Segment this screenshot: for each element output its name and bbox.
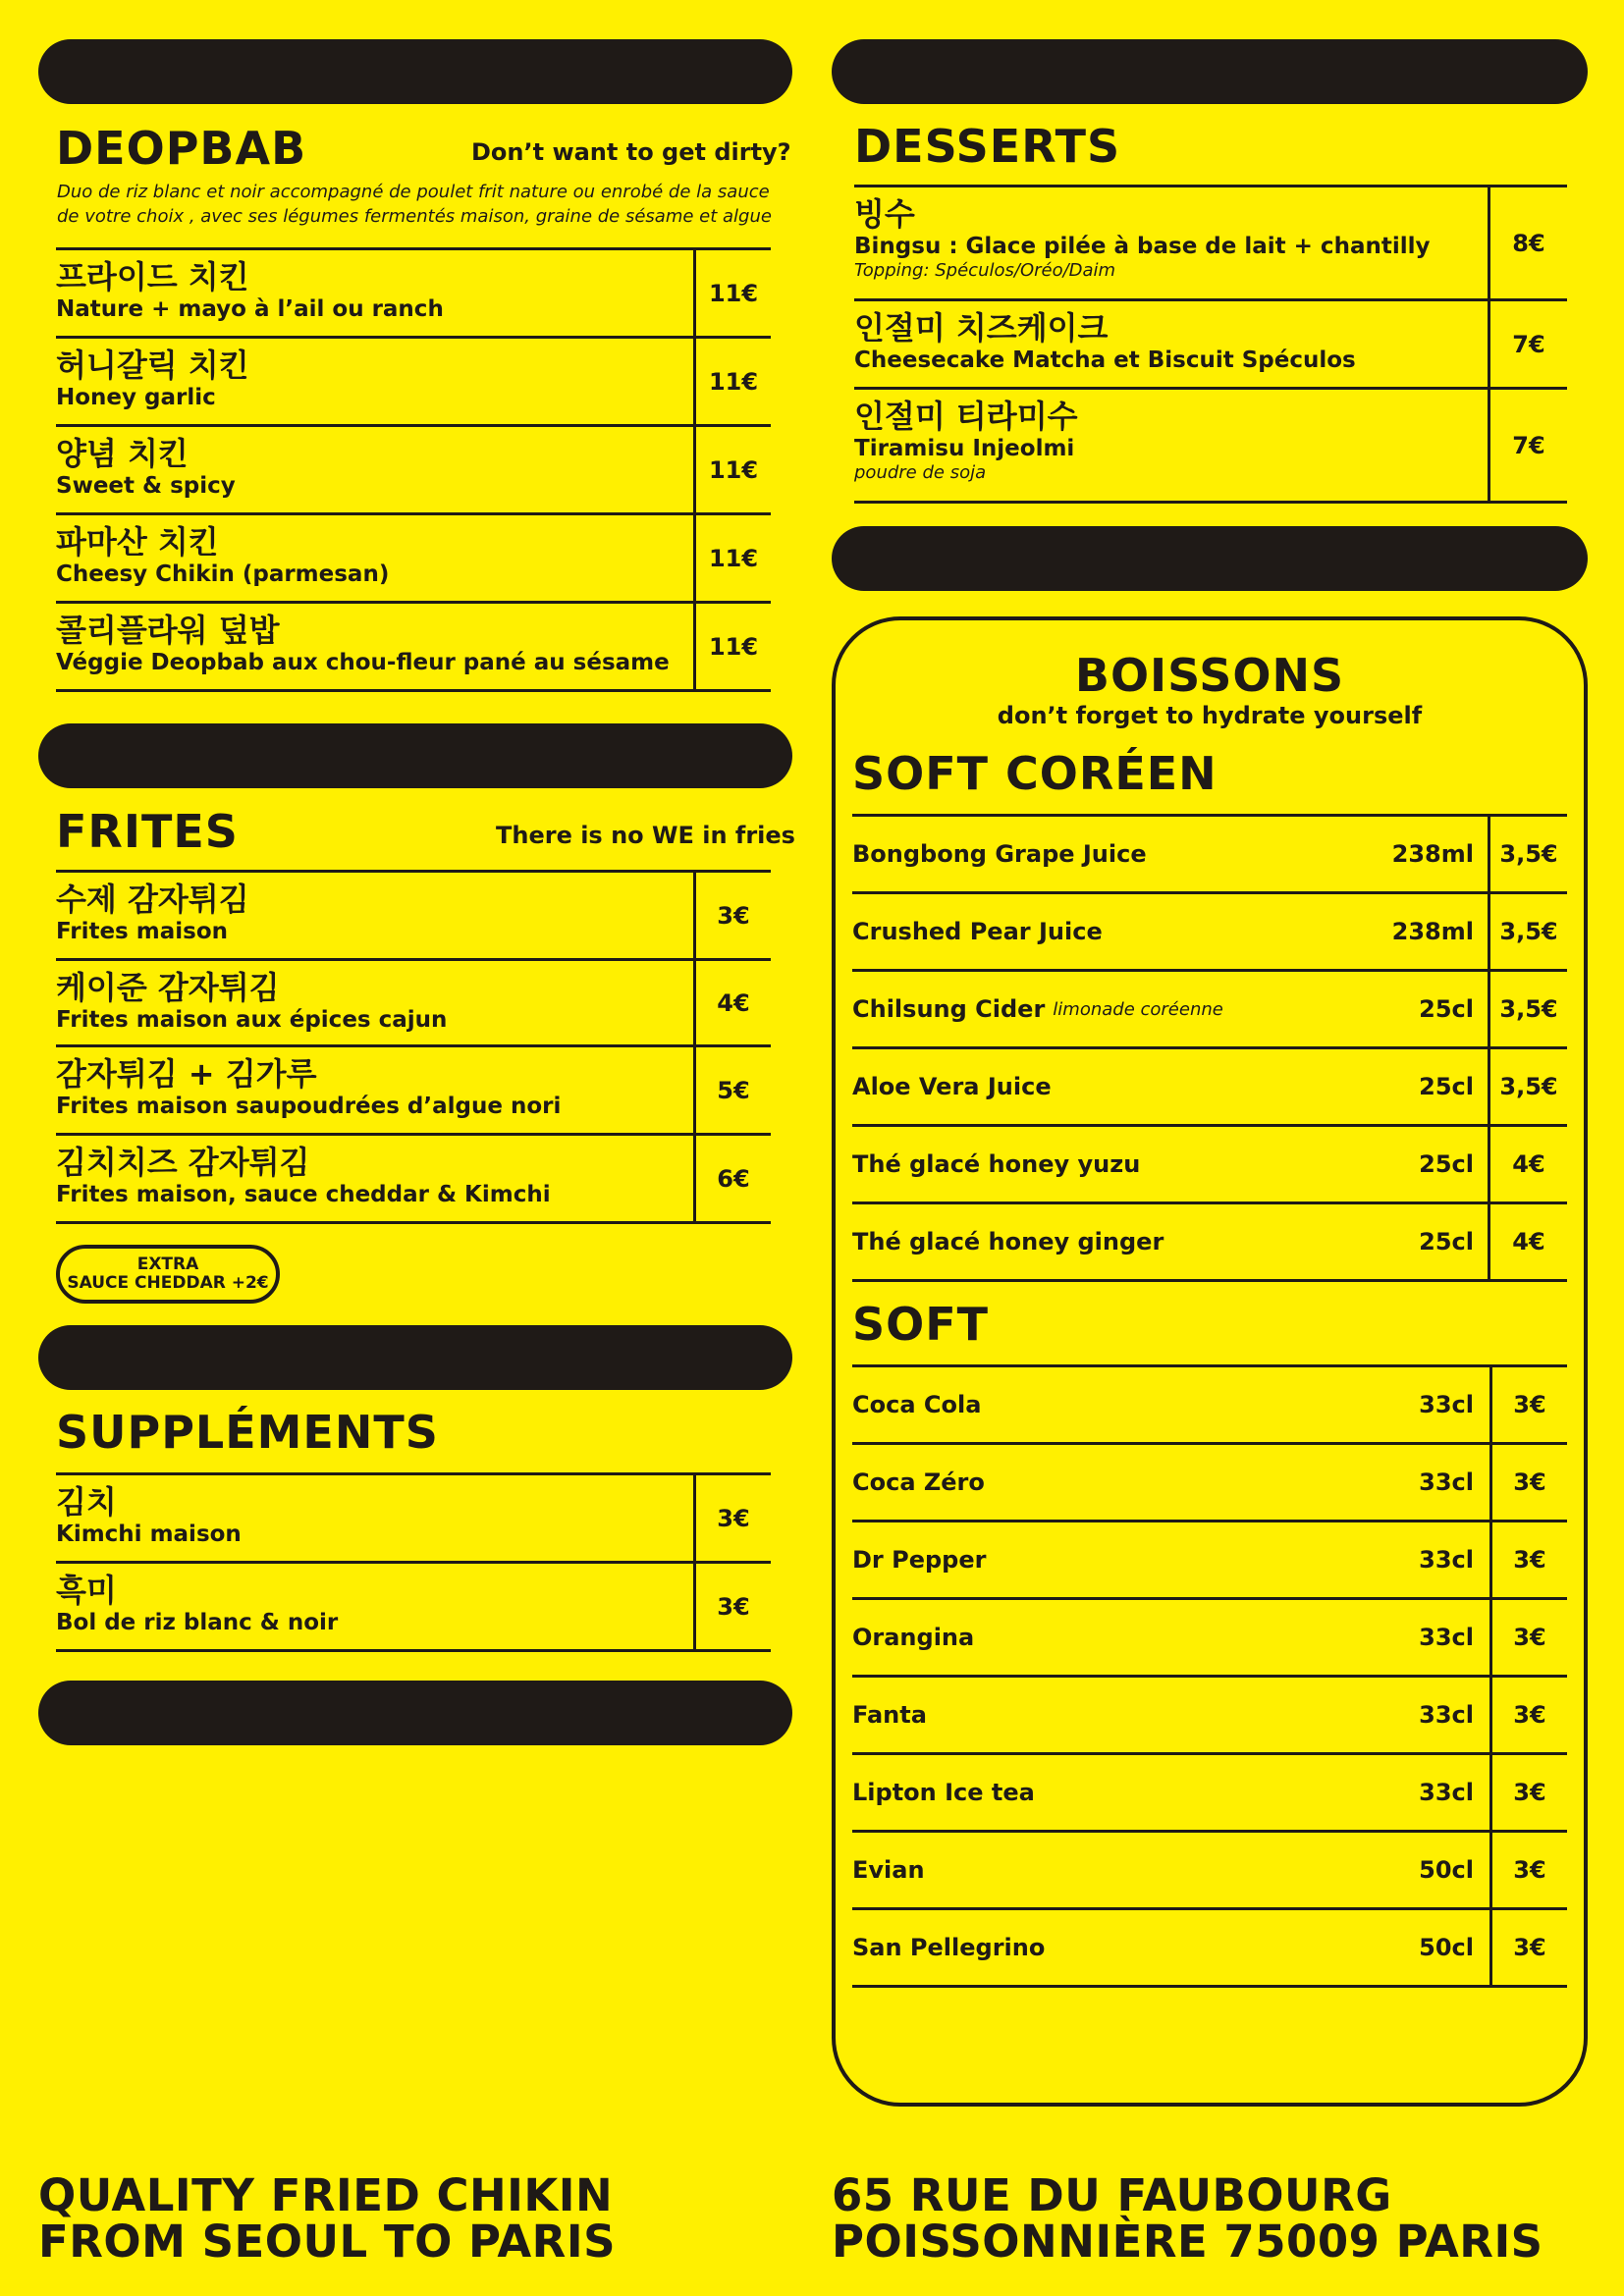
menu-item-text [56, 1483, 690, 1548]
item-korean-name: 인절미 치즈케이크 [854, 309, 1109, 347]
item-price: 3€ [717, 1592, 750, 1621]
item-korean-name: 허니갈릭 치킨 [56, 347, 249, 384]
footer-slogan-line1: QUALITY FRIED CHIKIN [38, 2169, 614, 2221]
item-price: 7€ [1512, 431, 1545, 459]
menu-row [56, 961, 771, 1047]
desserts-title: DESSERTS [854, 120, 1121, 173]
drink-name: Lipton Ice tea [852, 1779, 1035, 1806]
item-price: 11€ [708, 544, 759, 572]
drink-price: 3€ [1513, 1546, 1546, 1574]
footer-address-line1: 65 RUE DU FAUBOURG [832, 2169, 1392, 2221]
drink-name-cell [852, 1910, 1045, 1985]
drink-name-cell [852, 1833, 925, 1907]
item-note: poudre de soja [854, 462, 987, 483]
item-price: 8€ [1512, 229, 1545, 257]
item-french-name: Frites maison, sauce cheddar & Kimchi [56, 1182, 551, 1207]
drink-row [852, 1755, 1567, 1833]
supplements-title: SUPPLÉMENTS [56, 1406, 439, 1459]
menu-item-text [56, 523, 690, 588]
item-french-name: Nature + mayo à l’ail ou ranch [56, 296, 444, 322]
drink-volume: 25cl [1419, 1073, 1474, 1100]
frites-tagline: There is no WE in fries [496, 822, 795, 849]
menu-item-text [56, 347, 690, 411]
deopbab-description: Duo de riz blanc et noir accompagné de poulet frit nature ou enrobé de la sauce de votre choix , avec ses légumes fermentés maison, graine de sésame et algue [57, 182, 772, 227]
item-korean-name: 케이준 감자튀김 [56, 969, 280, 1006]
menu-row [56, 427, 771, 515]
section-bar-bottom-left [38, 1681, 792, 1745]
drink-name-cell [852, 972, 1223, 1046]
drink-name-cell [852, 1127, 1140, 1201]
drink-price: 3€ [1513, 1624, 1546, 1651]
drink-price: 3€ [1513, 1779, 1546, 1806]
item-french-name: Frites maison [56, 919, 228, 944]
drink-price: 3,5€ [1499, 918, 1558, 945]
menu-row [56, 250, 771, 339]
item-price: 6€ [717, 1164, 750, 1193]
drink-name-cell [852, 1049, 1052, 1124]
deopbab-title: DEOPBAB [56, 122, 307, 175]
deopbab-tagline: Don’t want to get dirty? [471, 138, 791, 166]
section-bar-supplements [38, 1325, 792, 1390]
menu-row [854, 187, 1567, 301]
drink-name-cell [852, 894, 1103, 969]
menu-row [854, 390, 1567, 504]
section-bar-frites [38, 723, 792, 788]
item-french-name: Bol de riz blanc & noir [56, 1610, 339, 1635]
item-korean-name: 감자튀김 + 김가루 [56, 1055, 317, 1093]
soft-table [852, 1364, 1567, 1988]
drink-row [852, 1445, 1567, 1522]
item-french-name: Véggie Deopbab aux chou-fleur pané au sésame [56, 650, 670, 675]
drink-name-cell [852, 1755, 1035, 1830]
menu-item-text [854, 195, 1485, 282]
item-price: 7€ [1512, 330, 1545, 358]
drink-volume: 238ml [1391, 840, 1474, 868]
drink-price: 3€ [1513, 1391, 1546, 1418]
section-bar-boissons [832, 526, 1588, 591]
drink-volume: 238ml [1391, 918, 1474, 945]
item-korean-name: 파마산 치킨 [56, 523, 219, 561]
drink-volume: 33cl [1419, 1624, 1474, 1651]
drink-price: 3€ [1513, 1934, 1546, 1961]
drink-name: Thé glacé honey yuzu [852, 1150, 1141, 1178]
drink-price: 3,5€ [1499, 840, 1558, 868]
menu-item-text [56, 1055, 690, 1120]
item-korean-name: 김치치즈 감자튀김 [56, 1144, 310, 1181]
menu-row [56, 873, 771, 961]
drink-row [852, 1367, 1567, 1445]
footer-slogan-line2: FROM SEOUL TO PARIS [38, 2216, 616, 2268]
drink-row [852, 817, 1567, 894]
menu-row [56, 515, 771, 604]
frites-title: FRITES [56, 805, 239, 858]
drink-volume: 25cl [1419, 995, 1474, 1023]
item-price: 11€ [708, 367, 759, 396]
menu-item-text [56, 1572, 690, 1636]
item-french-name: Cheesecake Matcha et Biscuit Spéculos [854, 347, 1356, 373]
drink-volume: 33cl [1419, 1546, 1474, 1574]
item-korean-name: 양념 치킨 [56, 435, 189, 472]
drink-price: 3€ [1513, 1701, 1546, 1729]
menu-row [56, 604, 771, 692]
item-note: Topping: Spéculos/Oréo/Daim [854, 260, 1116, 281]
drink-price: 4€ [1512, 1150, 1545, 1178]
drink-volume: 25cl [1419, 1228, 1474, 1255]
menu-item-text [56, 881, 690, 945]
item-french-name: Sweet & spicy [56, 473, 236, 499]
drink-row [852, 1522, 1567, 1600]
drink-volume: 50cl [1419, 1934, 1474, 1961]
item-french-name: Bingsu : Glace pilée à base de lait + chantilly [854, 234, 1431, 259]
extra-cheddar-badge [56, 1245, 280, 1304]
deopbab-table [56, 247, 771, 692]
drink-name: Coca Cola [852, 1391, 982, 1418]
supplements-table [56, 1472, 771, 1652]
drink-row [852, 1833, 1567, 1910]
drink-row [852, 1910, 1567, 1988]
drink-volume: 33cl [1419, 1779, 1474, 1806]
drink-name: Crushed Pear Juice [852, 918, 1103, 945]
footer-slogan [38, 2169, 616, 2268]
drink-volume: 33cl [1419, 1701, 1474, 1729]
drink-name-cell [852, 817, 1147, 891]
boissons-title: BOISSONS [1074, 649, 1345, 702]
item-french-name: Honey garlic [56, 385, 216, 410]
soft-title: SOFT [852, 1298, 990, 1351]
section-bar-deopbab [38, 39, 792, 104]
extra-label: EXTRA [136, 1255, 199, 1274]
soft-coreen-table [852, 814, 1567, 1282]
item-french-name: Frites maison saupoudrées d’algue nori [56, 1094, 562, 1119]
drink-name: Fanta [852, 1701, 927, 1729]
drink-row [852, 1127, 1567, 1204]
item-price: 11€ [708, 279, 759, 307]
drink-name-cell [852, 1600, 974, 1675]
extra-sauce-label: SAUCE CHEDDAR +2€ [67, 1273, 269, 1293]
item-price: 11€ [708, 632, 759, 661]
drink-row [852, 1678, 1567, 1755]
item-price: 3€ [717, 1504, 750, 1532]
footer-address-line2: POISSONNIÈRE 75009 PARIS [832, 2216, 1543, 2268]
drink-name: Orangina [852, 1624, 975, 1651]
section-bar-desserts [832, 39, 1588, 104]
drink-price: 3€ [1513, 1856, 1546, 1884]
drink-name: Thé glacé honey ginger [852, 1228, 1164, 1255]
item-korean-name: 프라이드 치킨 [56, 258, 249, 295]
item-korean-name: 수제 감자튀김 [56, 881, 249, 918]
drink-name: San Pellegrino [852, 1934, 1046, 1961]
drink-row [852, 972, 1567, 1049]
menu-item-text [56, 1144, 690, 1208]
menu-row [56, 339, 771, 427]
drink-volume: 25cl [1419, 1150, 1474, 1178]
drink-name-cell [852, 1678, 927, 1752]
drink-name-cell [852, 1522, 986, 1597]
item-price: 4€ [717, 988, 750, 1017]
drink-name: Dr Pepper [852, 1546, 987, 1574]
drink-name: Evian [852, 1856, 925, 1884]
menu-row [56, 1047, 771, 1136]
drink-row [852, 1049, 1567, 1127]
item-korean-name: 김치 [56, 1483, 117, 1521]
item-price: 5€ [717, 1076, 750, 1104]
menu-item-text [854, 398, 1485, 484]
menu-item-text [56, 612, 690, 676]
drink-row [852, 894, 1567, 972]
drink-volume: 33cl [1419, 1391, 1474, 1418]
drink-name-cell [852, 1445, 985, 1520]
frites-table [56, 870, 771, 1224]
drink-row [852, 1204, 1567, 1282]
soft-coreen-title: SOFT CORÉEN [852, 747, 1218, 800]
footer-address [832, 2169, 1543, 2268]
drink-name: Chilsung Cider [852, 995, 1046, 1023]
menu-row [56, 1564, 771, 1652]
item-price: 3€ [717, 901, 750, 930]
item-french-name: Cheesy Chikin (parmesan) [56, 561, 390, 587]
drink-note: limonade coréenne [1053, 998, 1223, 1020]
drink-name: Aloe Vera Juice [852, 1073, 1052, 1100]
drink-price: 3€ [1513, 1468, 1546, 1496]
drink-name: Coca Zéro [852, 1468, 985, 1496]
item-korean-name: 흑미 [56, 1572, 117, 1609]
menu-item-text [56, 258, 690, 323]
drink-name-cell [852, 1367, 981, 1442]
item-french-name: Tiramisu Injeolmi [854, 436, 1075, 461]
item-price: 11€ [708, 455, 759, 484]
drink-price: 4€ [1512, 1228, 1545, 1255]
drink-volume: 50cl [1419, 1856, 1474, 1884]
menu-row [854, 301, 1567, 390]
menu-item-text [56, 435, 690, 500]
drink-volume: 33cl [1419, 1468, 1474, 1496]
drink-name-cell [852, 1204, 1164, 1279]
menu-row [56, 1475, 771, 1564]
menu-row [56, 1136, 771, 1224]
item-korean-name: 인절미 티라미수 [854, 398, 1078, 435]
drink-price: 3,5€ [1499, 995, 1558, 1023]
item-korean-name: 빙수 [854, 195, 915, 233]
desserts-table [854, 185, 1567, 504]
menu-item-text [854, 309, 1485, 374]
drink-row [852, 1600, 1567, 1678]
item-french-name: Kimchi maison [56, 1522, 242, 1547]
item-french-name: Frites maison aux épices cajun [56, 1007, 448, 1033]
boissons-tagline: don’t forget to hydrate yourself [997, 702, 1423, 729]
drink-price: 3,5€ [1499, 1073, 1558, 1100]
drink-name: Bongbong Grape Juice [852, 840, 1147, 868]
menu-item-text [56, 969, 690, 1034]
item-korean-name: 콜리플라워 덮밥 [56, 612, 280, 649]
